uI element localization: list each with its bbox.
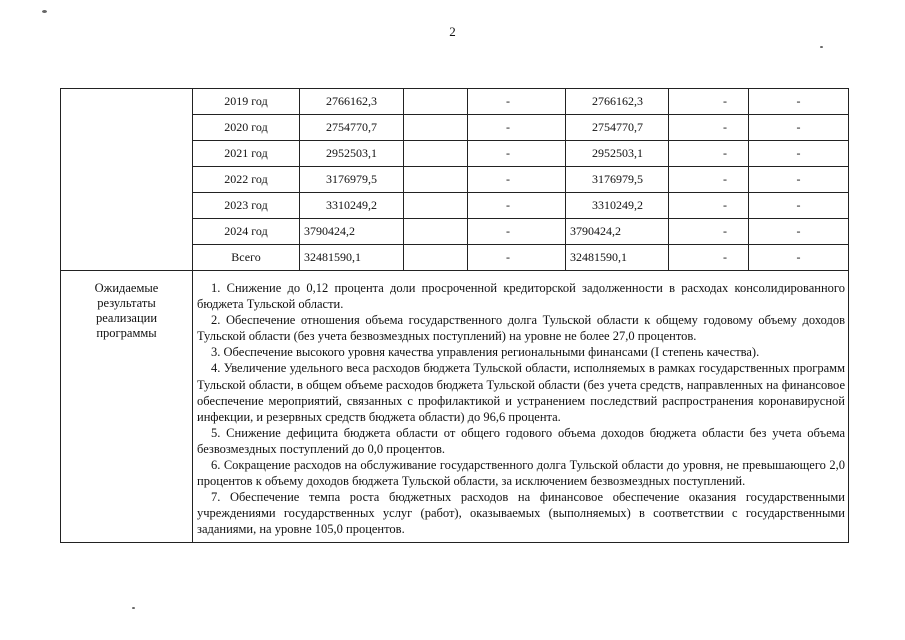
year-cell: 2019 год (193, 89, 300, 115)
total-cell: 3310249,2 (300, 193, 404, 219)
dash-cell: - (749, 89, 849, 115)
year-cell: 2020 год (193, 115, 300, 141)
results-text (193, 271, 849, 543)
dash-cell: - (468, 167, 566, 193)
dash-cell: - (468, 219, 566, 245)
dash-cell: - (749, 219, 849, 245)
total-cell: 2766162,3 (300, 89, 404, 115)
financing-table (60, 88, 849, 543)
result-item: 5. Снижение дефицита бюджета области от общего годового объема доходов бюджета области без учета объема безвозмездных поступлений до 0,0 процентов. (197, 425, 845, 456)
dash-cell: - (669, 89, 749, 115)
dash-cell: - (669, 219, 749, 245)
result-item: 2. Обеспечение отношения объема государственного долга Тульской области к общему годовому объему доходов Тульской области (без учета безвозмездных поступлений) на уровне не более 27,0 процентов. (197, 313, 845, 344)
dash-cell: - (749, 193, 849, 219)
empty-cell (404, 167, 468, 193)
dash-cell: - (749, 115, 849, 141)
year-cell: 2023 год (193, 193, 300, 219)
dash-cell: - (749, 245, 849, 271)
year-cell: 2024 год (193, 219, 300, 245)
empty-cell (404, 89, 468, 115)
total-cell: 3176979,5 (300, 167, 404, 193)
budget-cell: 3790424,2 (566, 219, 669, 245)
empty-label-cell (61, 89, 193, 271)
budget-cell: 2766162,3 (566, 89, 669, 115)
dash-cell: - (468, 115, 566, 141)
scan-speck (132, 607, 135, 609)
empty-cell (404, 193, 468, 219)
result-item: 4. Увеличение удельного веса расходов бюджета Тульской области, исполняемых в рамках государственных программ Тульской области, в общем объеме расходов бюджета Тульской области (без учета средств, направленных на финансовое обеспечение мероприятий, связанных с профилактикой и устранением последствий распространения коронавирусной инфекции, и резервных средств бюджета области) до 96,6 процента. (197, 361, 845, 424)
result-item: 6. Сокращение расходов на обслуживание государственного долга Тульской области до уровня, не превышающего 2,0 процентов к объему доходов бюджета Тульской области, за исключением безвозмездных поступлений. (197, 458, 845, 489)
scan-speck (820, 46, 823, 48)
dash-cell: - (669, 245, 749, 271)
dash-cell: - (468, 193, 566, 219)
budget-cell: 2952503,1 (566, 141, 669, 167)
result-item: 1. Снижение до 0,12 процента доли просроченной кредиторской задолженности в расходах консолидированного бюджета Тульской области. (197, 281, 845, 312)
dash-cell: - (468, 141, 566, 167)
results-label (61, 271, 193, 543)
result-item: 7. Обеспечение темпа роста бюджетных расходов на финансовое обеспечение оказания государственными учреждениями государственных услуг (работ), оказываемых (выполняемых) в соответствии с государственными заданиями, на уровне 105,0 процентов. (197, 490, 845, 537)
empty-cell (404, 115, 468, 141)
year-cell: 2022 год (193, 167, 300, 193)
dash-cell: - (749, 141, 849, 167)
results-label-line: результаты (97, 296, 156, 310)
dash-cell: - (468, 245, 566, 271)
budget-cell: 2754770,7 (566, 115, 669, 141)
total-cell: 3790424,2 (300, 219, 404, 245)
total-cell: 32481590,1 (300, 245, 404, 271)
empty-cell (404, 245, 468, 271)
table-row (61, 89, 849, 115)
results-label-line: программы (96, 326, 157, 340)
results-row (61, 271, 849, 543)
year-cell: 2021 год (193, 141, 300, 167)
dash-cell: - (669, 115, 749, 141)
page-number: 2 (449, 24, 456, 39)
budget-cell: 3310249,2 (566, 193, 669, 219)
year-cell: Всего (193, 245, 300, 271)
total-cell: 2952503,1 (300, 141, 404, 167)
budget-cell: 32481590,1 (566, 245, 669, 271)
dash-cell: - (749, 167, 849, 193)
dash-cell: - (468, 89, 566, 115)
scan-speck (42, 10, 47, 13)
result-item: 3. Обеспечение высокого уровня качества управления региональными финансами (I степень качества). (211, 345, 760, 360)
results-label-line: реализации (95, 311, 158, 325)
empty-cell (404, 141, 468, 167)
results-label-line: Ожидаемые (94, 281, 159, 295)
dash-cell: - (669, 167, 749, 193)
dash-cell: - (669, 141, 749, 167)
empty-cell (404, 219, 468, 245)
dash-cell: - (669, 193, 749, 219)
total-cell: 2754770,7 (300, 115, 404, 141)
budget-cell: 3176979,5 (566, 167, 669, 193)
